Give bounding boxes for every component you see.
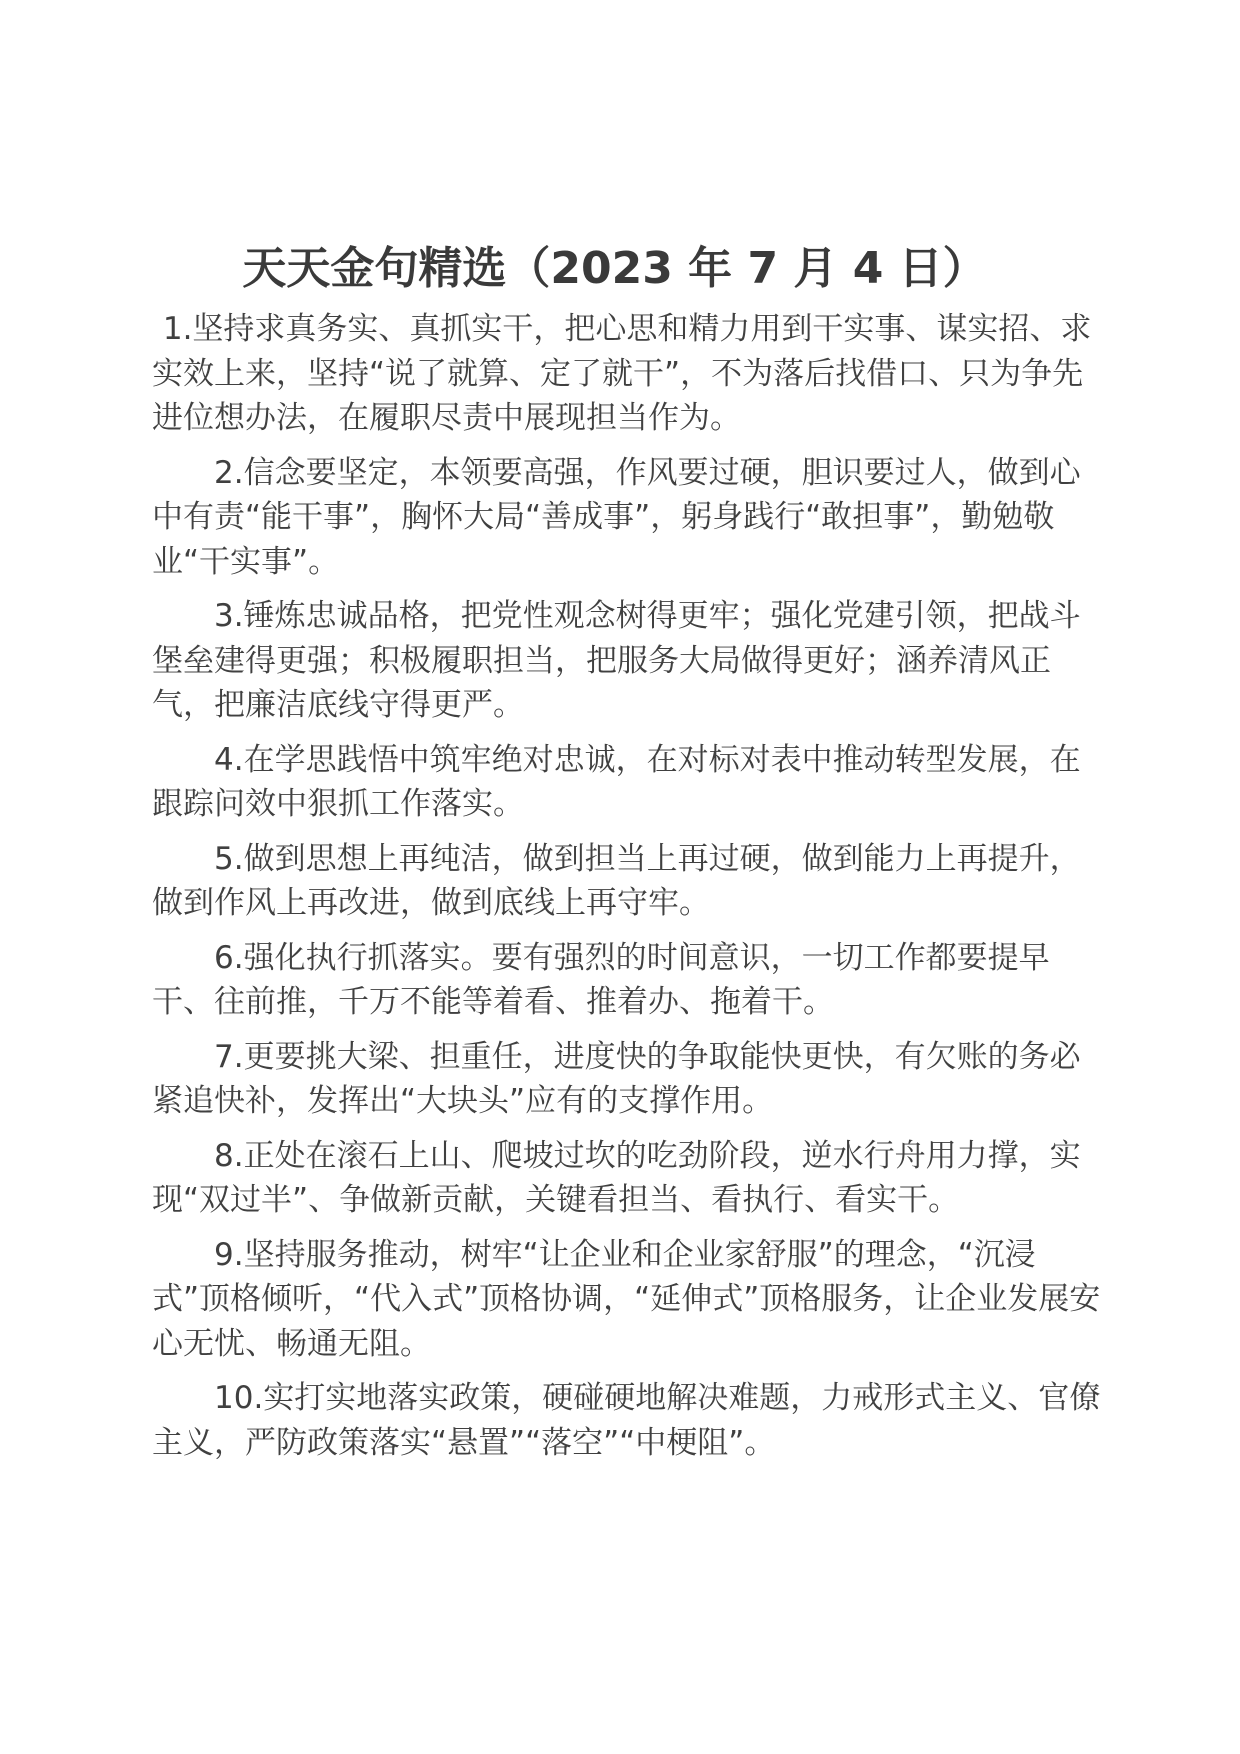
paragraph-1: 1.坚持求真务实、真抓实干，把心思和精力用到干实事、谋实招、求实效上来，坚持“说了就算、定了就干”，不为落后找借口、只为争先进位想办法，在履职尽责中展现担当作为。 bbox=[152, 311, 1092, 436]
paragraph-5: 5.做到思想上再纯洁，做到担当上再过硬，做到能力上再提升，做到作风上再改进，做到底线上再守牢。 bbox=[152, 840, 1081, 921]
paragraph-8: 8.正处在滚石上山、爬坡过坎的吃劲阶段，逆水行舟用力撑，实现“双过半”、争做新贡献，关键看担当、看执行、看实干。 bbox=[152, 1137, 1081, 1218]
paragraph-9: 9.坚持服务推动，树牢“让企业和企业家舒服”的理念，“沉浸式”顶格倾听，“代入式”顶格协调，“延伸式”顶格服务，让企业发展安心无忧、畅通无阻。 bbox=[152, 1236, 1101, 1362]
paragraph-2: 2.信念要坚定，本领要高强，作风要过硬，胆识要过人，做到心中有责“能干事”，胸怀大局“善成事”，躬身践行“敢担事”，勤勉敬业“干实事”。 bbox=[152, 454, 1081, 580]
paragraph-10: 10.实打实地落实政策，硬碰硬地解决难题，力戒形式主义、官僚主义，严防政策落实“悬置”“落空”“中梗阻”。 bbox=[152, 1380, 1101, 1461]
document-body bbox=[152, 307, 1102, 1475]
paragraph-4: 4.在学思践悟中筑牢绝对忠诚，在对标对表中推动转型发展，在跟踪问效中狠抓工作落实。 bbox=[152, 741, 1081, 822]
paragraph-7: 7.更要挑大梁、担重任，进度快的争取能快更快，有欠账的务必紧追快补，发挥出“大块头”应有的支撑作用。 bbox=[152, 1038, 1081, 1119]
paragraph-3: 3.锤炼忠诚品格，把党性观念树得更牢；强化党建引领，把战斗堡垒建得更强；积极履职担当，把服务大局做得更好；涵养清风正气，把廉洁底线守得更严。 bbox=[152, 598, 1081, 723]
paragraph-6: 6.强化执行抓落实。要有强烈的时间意识，一切工作都要提早干、往前推，千万不能等着看、推着办、拖着干。 bbox=[152, 939, 1050, 1020]
document-title: 天天金句精选（2023 年 7 月 4 日） bbox=[242, 243, 987, 294]
